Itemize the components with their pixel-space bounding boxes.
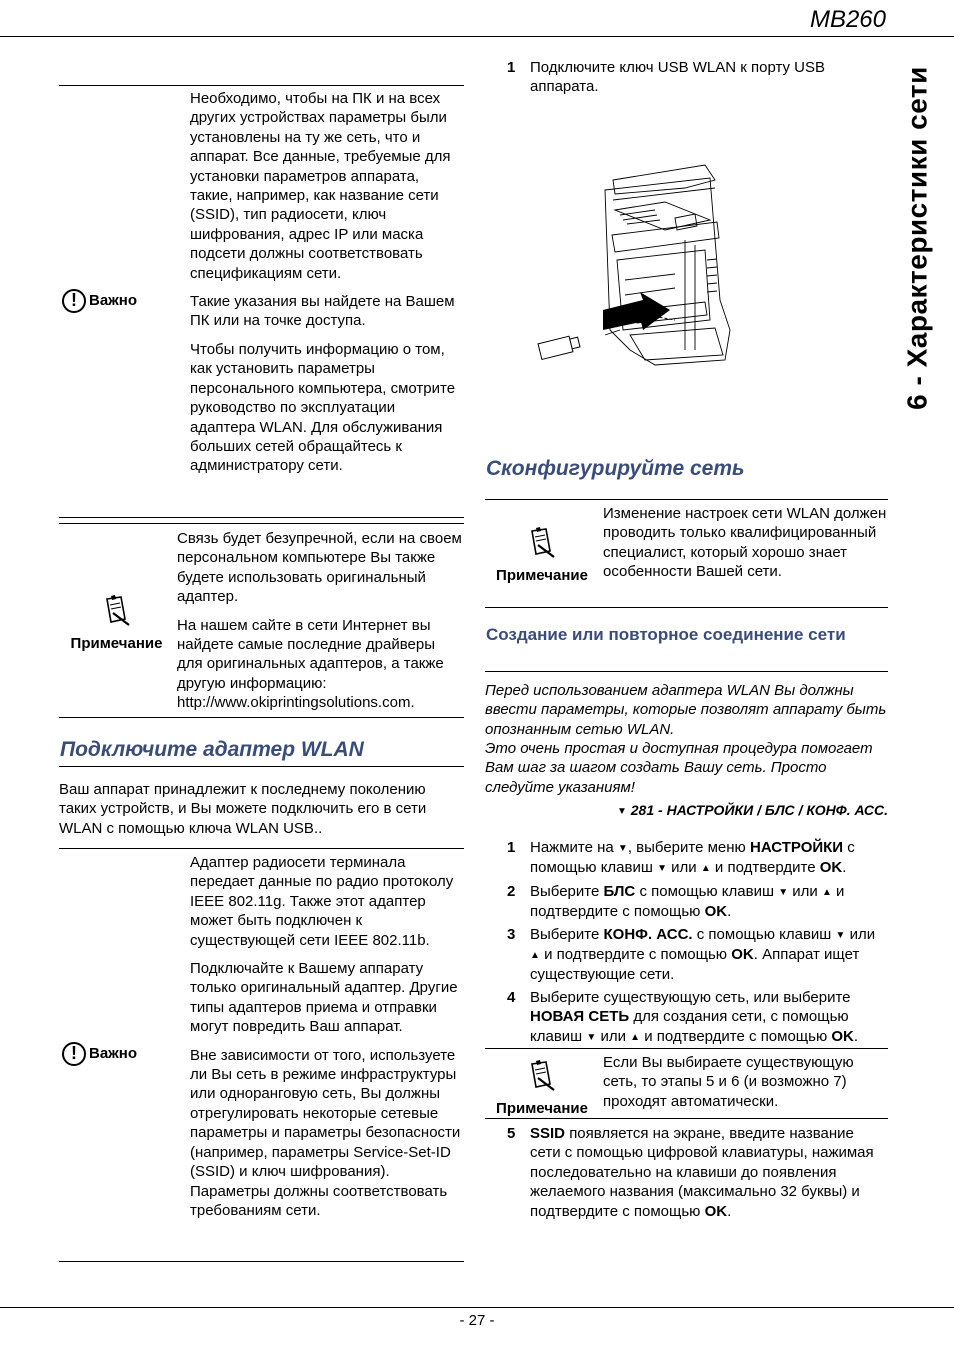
important-text: Необходимо, чтобы на ПК и на всех других устройствах параметры были установлены на ту же сеть, что и аппарат. Все данные, требуемые для установки параметров аппарата, такие, например, как название сети (SSID), тип радиосети, ключ шифрования, адрес IP или маска подсети должны соответствовать спецификациям сети. — [190, 90, 451, 282]
note-text: Изменение настроек сети WLAN должен проводить только квалифицированный специалист, который хорошо знает особенности Вашей сети. — [603, 505, 887, 581]
important-text: Такие указания вы найдете на Вашем ПК или на точке доступа. — [190, 293, 455, 330]
down-arrow-icon: ▼ — [657, 863, 667, 875]
page-number: - 27 - — [459, 1312, 495, 1329]
note-label: Примечание — [496, 1100, 588, 1118]
divider — [485, 607, 888, 608]
step-item: 1 Нажмите на ▼, выберите меню НАСТРОЙКИ с помощью клавиш ▼ или ▲ и подтвердите OK. — [507, 839, 855, 877]
important-label: Важно — [89, 292, 138, 310]
footer-rule — [0, 1307, 954, 1308]
up-arrow-icon: ▲ — [530, 950, 540, 962]
up-arrow-icon: ▲ — [821, 886, 832, 898]
divider — [59, 717, 464, 718]
up-arrow-icon: ▲ — [700, 863, 711, 875]
section-title-configure: Сконфигурируйте сеть — [486, 457, 745, 480]
model-name: MB260 — [809, 6, 886, 33]
note-box-1 — [59, 523, 464, 717]
printer-usb-illustration — [535, 160, 740, 370]
step-list-5 — [485, 1124, 888, 1223]
divider — [485, 671, 888, 672]
important-text: Адаптер радиосети терминала передает данные по радио протоколу IEEE 802.11g. Также этот адаптер может быть подключен к существующей сети IEEE 802.11b. — [190, 854, 454, 949]
intro-text: Ваш аппарат принадлежит к последнему поколению таких устройств, и Вы можете подключить его в сети WLAN с помощью ключа WLAN USB.. — [59, 781, 427, 837]
step-item: 5 SSID появляется на экране, введите название сети с помощью цифровой клавиатуры, нажимая последовательно на клавиши до появления желаемого названия (максимально 32 буквы) и подтвердите с помощью OK. — [507, 1125, 874, 1220]
note-box-3 — [485, 1048, 888, 1118]
intro-italic-2: Это очень простая и доступная процедура помогает Вам шаг за шагом создать Вашу сеть. Просто следуйте указаниям! — [485, 740, 873, 796]
down-arrow-icon: ▼ — [616, 806, 627, 817]
step-list — [485, 838, 888, 1049]
divider — [59, 517, 464, 518]
down-arrow-icon: ▼ — [617, 843, 628, 854]
down-arrow-icon: ▼ — [835, 929, 846, 941]
notepad-pen-icon — [524, 1060, 560, 1092]
important-text: Подключайте к Вашему аппарату только оригинальный адаптер. Другие типы адаптеров приема и отправки могут повредить Ваш аппарат. — [190, 960, 458, 1036]
step-item: 4 Выберите существующую сеть, или выберите НОВАЯ СЕТЬ для создания сети, с помощью клавиш ▼ или ▲ и подтвердите с помощью OK. — [507, 988, 859, 1045]
important-text: Вне зависимости от того, используете ли Вы сеть в режиме инфраструктуры или одноранговую сеть, Вы должны отрегулировать некоторые сетевые параметры и параметры безопасности (например, параметры Service-Set-ID (SSID) и ключ шифрования). Параметры должны соответствовать требованиям сети. — [190, 1046, 461, 1219]
step-item: 2 Выберите БЛС с помощью клавиш ▼ или ▲ и подтвердите с помощью OK. — [507, 882, 845, 921]
important-text: Чтобы получить информацию о том, как установить параметры персонального компьютера, смотрите руководство по эксплуатации адаптера WLAN. Для обслуживания больших сетей обращайтесь к администратору сети. — [190, 340, 456, 475]
intro-italic-1: Перед использованием адаптера WLAN Вы должны ввести параметры, которые позволят аппарату быть опознанным сетью WLAN. — [485, 682, 887, 738]
down-arrow-icon: ▼ — [586, 1031, 597, 1043]
note-box-2 — [485, 499, 888, 607]
subsection-title: Создание или повторное соединение сети — [486, 625, 846, 644]
note-text: Если Вы выбираете существующую сеть, то этапы 5 и 6 (и возможно 7) проходят автоматически. — [603, 1054, 854, 1110]
step-item: 3 Выберите КОНФ. АСС. с помощью клавиш ▼ или ▲ и подтвердите с помощью OK. Аппарат ищет существующие сети. — [507, 925, 876, 984]
step-item: 1 Подключите ключ USB WLAN к порту USB аппарата. — [507, 59, 826, 96]
down-arrow-icon: ▼ — [778, 886, 789, 898]
important-box-1 — [59, 85, 464, 515]
important-box-2 — [59, 848, 464, 1260]
chapter-side-title: 6 - Характеристики сети — [901, 65, 933, 410]
note-text: Связь будет безупречной, если на своем персональном компьютере Вы также будете использовать оригинальный адаптер. — [177, 530, 462, 606]
note-label: Примечание — [496, 567, 588, 585]
divider — [485, 1118, 888, 1119]
divider — [59, 766, 464, 767]
divider — [59, 1261, 464, 1262]
exclamation-circle-icon: ! — [62, 1042, 86, 1066]
header-rule — [0, 36, 954, 37]
section-title-connect: Подключите адаптер WLAN — [60, 738, 364, 761]
note-text: На нашем сайте в сети Интернет вы найдете самые последние драйверы для оригинальных адаптеров, а также другую информацию: http://www.okiprintingsolutions.com. — [177, 616, 444, 712]
important-label: Важно — [89, 1045, 138, 1063]
step-list-top — [485, 58, 888, 99]
menu-path: ▼ 281 - НАСТРОЙКИ / БЛС / КОНФ. АСС. — [616, 802, 888, 818]
exclamation-circle-icon: ! — [62, 289, 86, 313]
notepad-pen-icon — [524, 527, 560, 559]
notepad-pen-icon — [99, 595, 135, 627]
note-label: Примечание — [70, 635, 163, 653]
up-arrow-icon: ▲ — [630, 1031, 641, 1043]
